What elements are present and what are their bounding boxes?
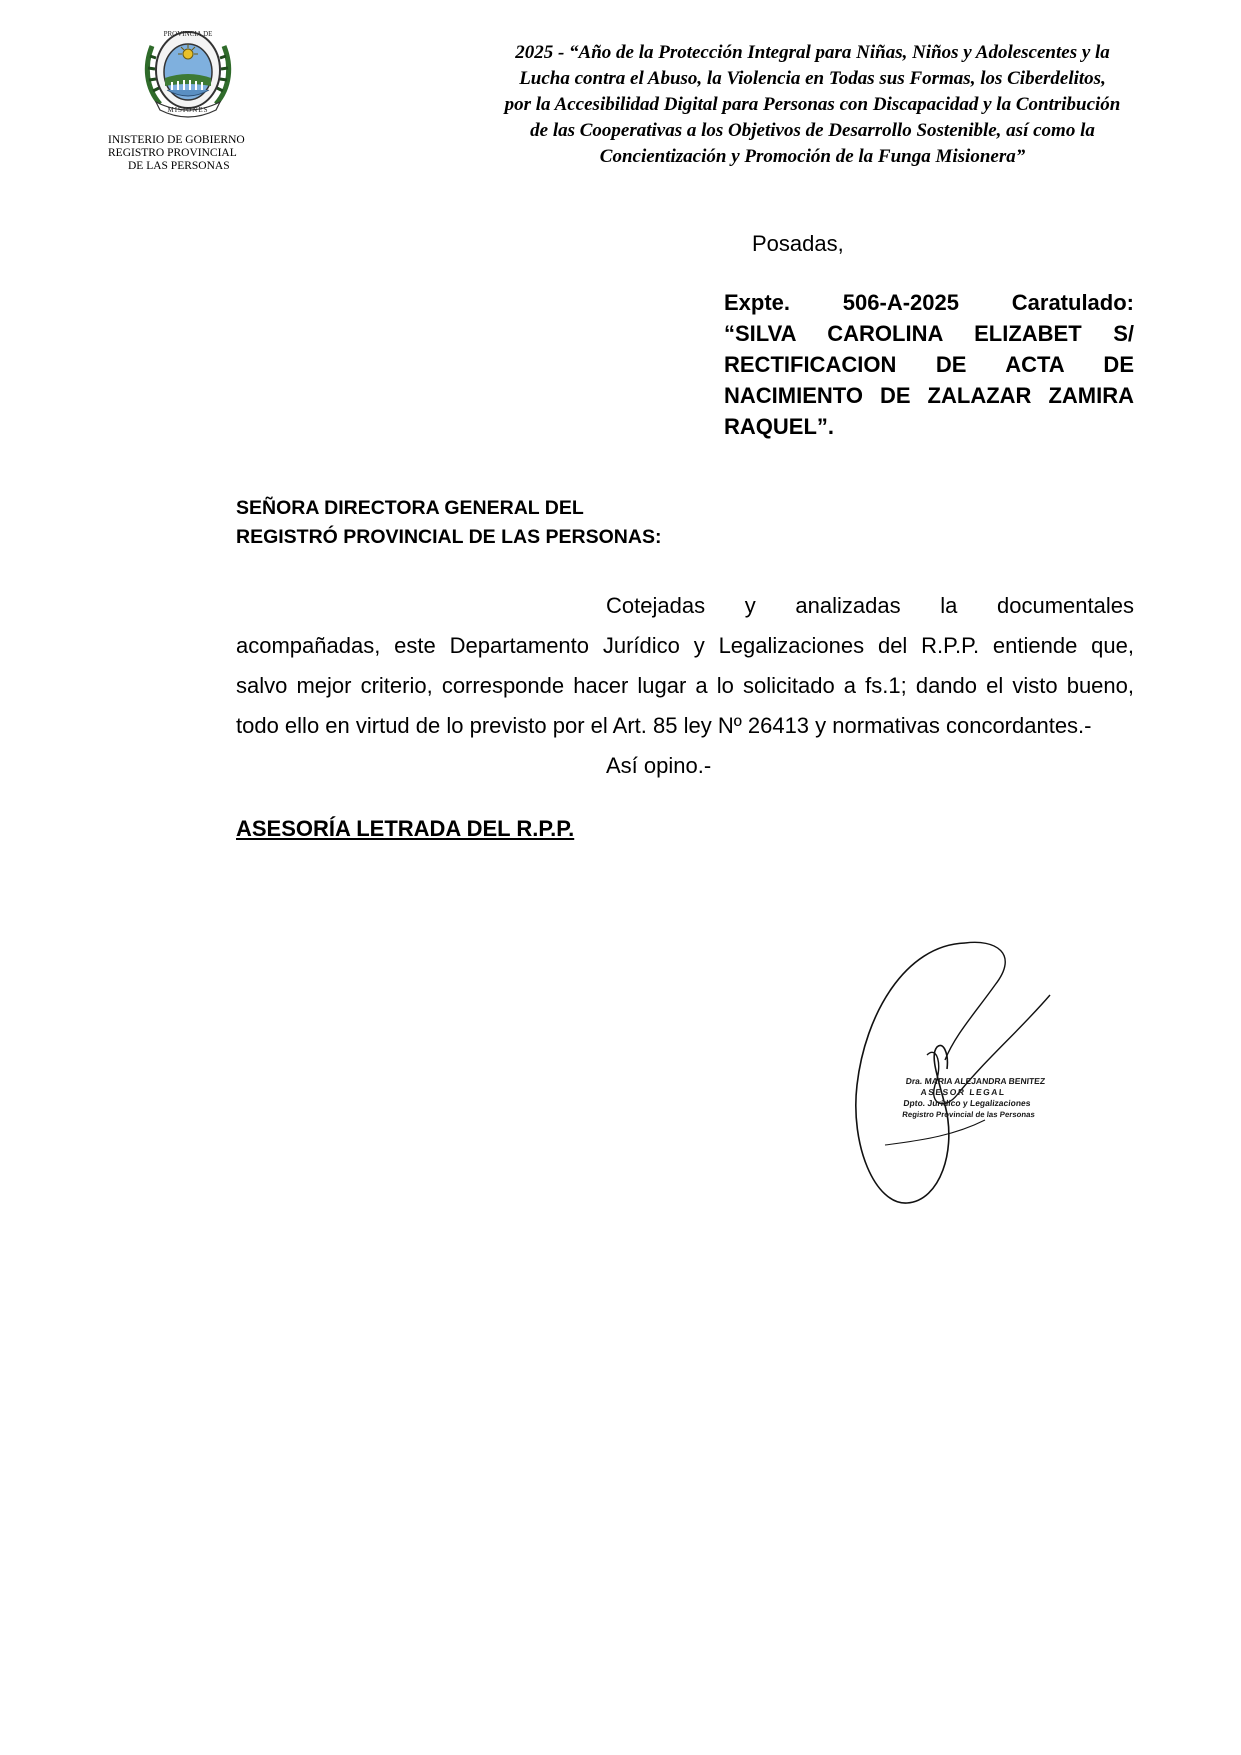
stamp-line: ASESOR LEGAL [920,1087,1007,1097]
place-date: Posadas, [752,231,844,256]
motto-line: por la Accesibilidad Digital para Personas con Discapacidad y la Contribución [504,94,1121,115]
body-line: Cotejadas y analizadas la documentales [606,593,1134,618]
year-motto [455,40,1170,170]
body-line: salvo mejor criterio, corresponde hacer lugar a lo solicitado a fs.1; dando el visto bueno, [236,673,1134,698]
body-line: acompañadas, este Departamento Jurídico y Legalizaciones del R.P.P. entiende que, [236,633,1134,658]
ministry-line: INISTERIO DE GOBIERNO [108,134,245,146]
caption-line: RAQUEL”. [724,414,834,439]
case-caption [724,287,1134,442]
crest-top-text: PROVINCIA DE [163,30,213,38]
caption-line: “SILVA CAROLINA ELIZABET S/ [724,321,1134,346]
stamp-line: Dra. MARIA ALEJANDRA BENITEZ [905,1076,1046,1086]
province-crest-logo [142,26,234,118]
opinion-body [236,586,1134,786]
addressee [236,494,661,552]
addressee-line: REGISTRÓ PROVINCIAL DE LAS PERSONAS: [236,526,662,548]
stamp-line: Registro Provincial de las Personas [901,1110,1036,1119]
signature-stamp [902,1076,1057,1120]
ministry-line: REGISTRO PROVINCIAL [108,147,237,159]
caption-line: NACIMIENTO DE ZALAZAR ZAMIRA [724,383,1134,408]
motto-line: Concientización y Promoción de la Funga Misionera” [599,146,1026,167]
addressee-line: SEÑORA DIRECTORA GENERAL DEL [236,497,584,519]
crest-ribbon-text: MISIONES [167,106,209,114]
motto-line: Lucha contra el Abuso, la Violencia en Todas sus Formas, los Ciberdelitos, [519,68,1106,89]
stamp-line: Dpto. Jurídico y Legalizaciones [902,1098,1032,1108]
motto-line: 2025 - “Año de la Protección Integral para Niñas, Niños y Adolescentes y la [515,42,1110,63]
caption-line: Expte. 506-A-2025 Caratulado: [724,290,1134,315]
ministry-line: DE LAS PERSONAS [128,160,230,172]
signoff-office: ASESORÍA LETRADA DEL R.P.P. [236,816,575,841]
body-line: todo ello en virtud de lo previsto por el Art. 85 ley Nº 26413 y normativas concordantes.- [236,713,1092,738]
ministry-heading [108,134,288,173]
handwritten-signature [845,935,1060,1215]
caption-line: RECTIFICACION DE ACTA DE [724,352,1134,377]
closing-phrase: Así opino.- [606,753,712,778]
motto-line: de las Cooperativas a los Objetivos de Desarrollo Sostenible, así como la [530,120,1095,141]
